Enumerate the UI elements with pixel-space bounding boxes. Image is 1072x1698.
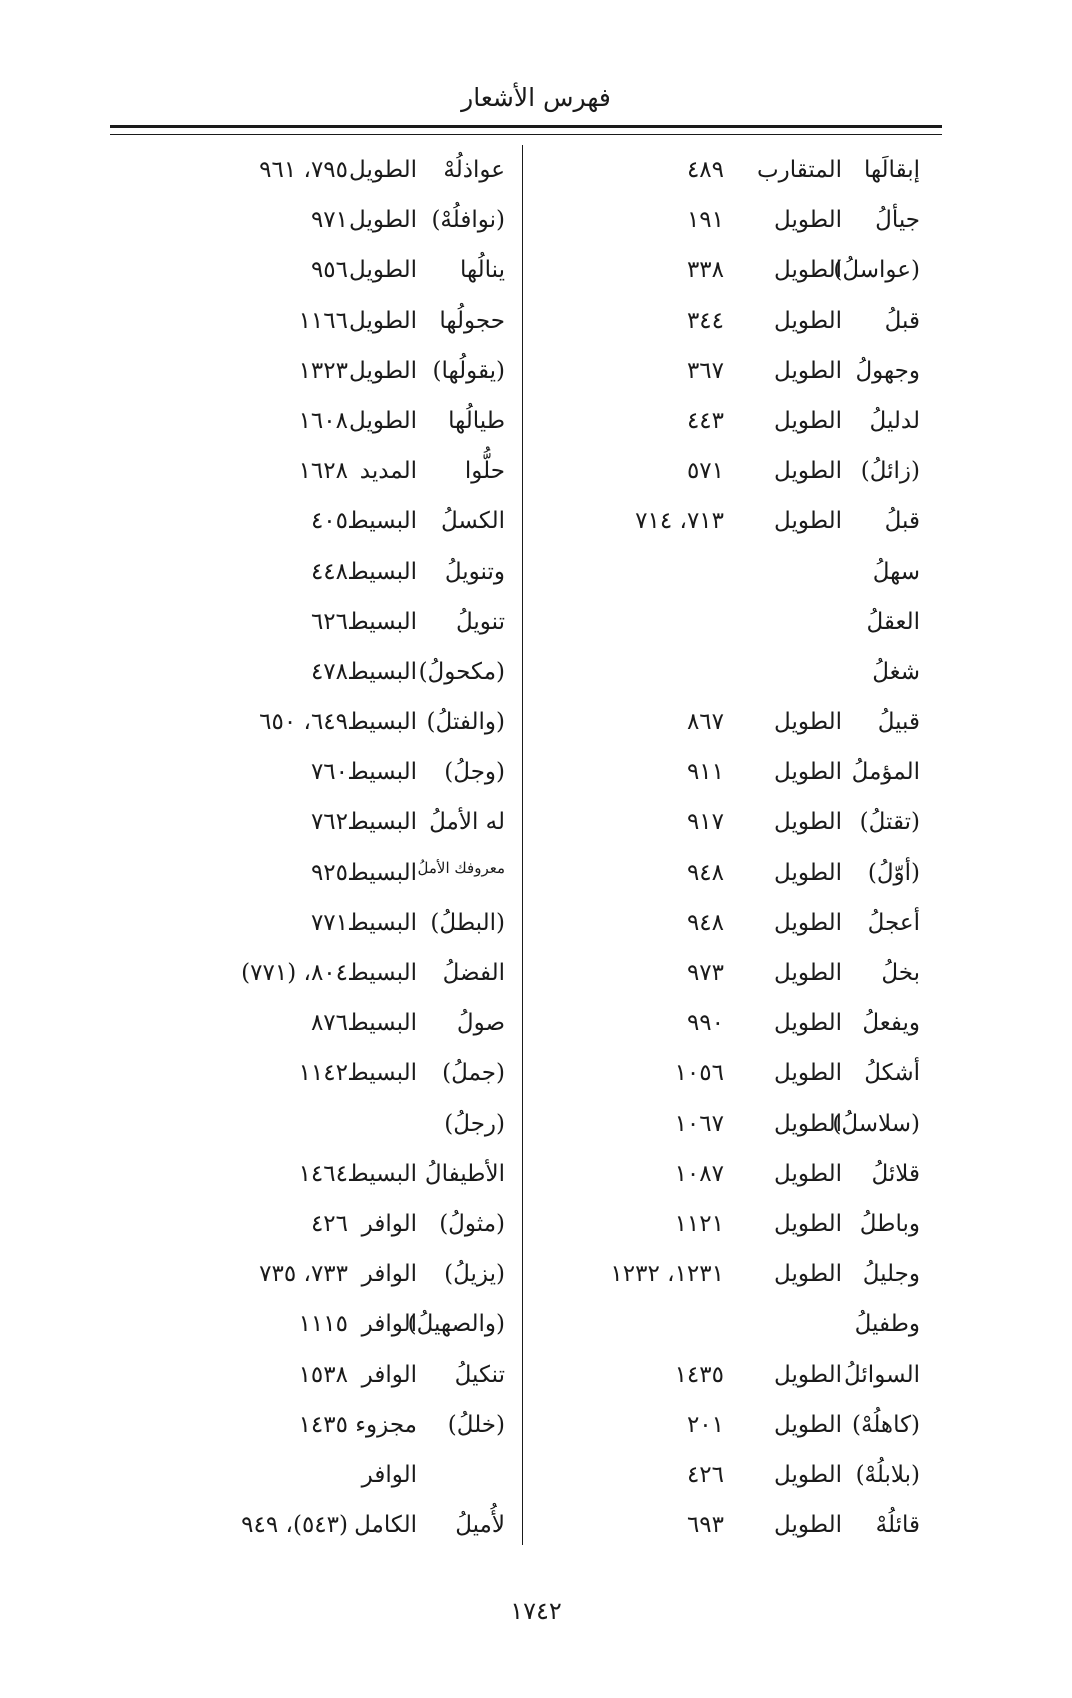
rhyme-word: ينالُها [460,257,505,284]
page-refs: ٤٤٣ [686,407,724,434]
index-entry [115,1505,505,1555]
rhyme-word: (يزيلُ) [444,1261,505,1288]
left-column [115,150,505,1555]
index-entry [560,1405,920,1455]
page-refs: ٦٤٩، ٦٥٠ [259,709,348,736]
index-entry [115,200,505,250]
index-entry [560,200,920,250]
index-entry [560,552,920,602]
rhyme-word: (والصهيلُ) [407,1311,505,1338]
rhyme-word: صولُ [456,1010,505,1037]
meter-name: البسيط [347,759,417,786]
index-entry [560,953,920,1003]
index-entry [115,1254,505,1304]
meter-name: الطويل [774,1261,842,1288]
index-entry [115,1405,505,1455]
meter-name: الطويل [774,357,842,384]
index-entry [115,552,505,602]
meter-name: الطويل [774,1512,842,1539]
page-refs: ٣٤٤ [686,307,724,334]
index-entry [115,652,505,702]
meter-name: الطويل [774,709,842,736]
page-refs: (٥٤٣)، ٩٤٩ [241,1512,348,1539]
index-entry [115,853,505,903]
index-entry [115,1154,505,1204]
rhyme-word: وتنويلُ [444,558,505,585]
page-refs: ١٠٨٧ [674,1160,724,1187]
rhyme-word: (مكحولُ) [418,658,505,685]
page-refs: ٧٣٣، ٧٣٥ [259,1261,348,1288]
header-rule-thin [110,134,942,135]
index-entry [560,1455,920,1505]
meter-name: الطويل [774,307,842,334]
index-entry [560,602,920,652]
rhyme-word: (والفتلُ) [426,709,505,736]
meter-name: الطويل [774,257,842,284]
page-refs: ٣٦٧ [686,357,724,384]
rhyme-word: أعجلُ [867,909,920,936]
rhyme-word: تنكيلُ [454,1361,505,1388]
page-refs: ٧٩٥، ٩٦١ [259,157,348,183]
meter-name: الكامل [354,1512,417,1539]
index-entry [560,652,920,702]
meter-name: البسيط [347,558,417,585]
meter-name: الوافر [361,1461,417,1488]
meter-name: الطويل [774,1461,842,1488]
meter-name: البسيط [347,658,417,685]
page-refs: ١٥٣٨ [298,1361,348,1388]
rhyme-word: الكسلُ [440,508,505,535]
index-entry [115,953,505,1003]
index-entry [115,602,505,652]
meter-name: الطويل [349,357,417,384]
index-entry [115,1355,505,1405]
index-entry [560,501,920,551]
index-entry [560,401,920,451]
rhyme-word: الأطيفالُ [424,1160,505,1187]
page-refs: ٩٧١ [310,207,348,234]
meter-name: البسيط [347,1160,417,1187]
rhyme-word: السوائلُ [843,1361,920,1388]
index-entry [560,451,920,501]
index-entry [115,250,505,300]
index-entry [115,1455,505,1505]
meter-name: المتقارب [756,157,842,183]
rhyme-word: (خللُ) [447,1411,505,1438]
page-refs: ١٤٦٤ [298,1160,348,1187]
page-refs: ٤٠٥ [310,508,348,535]
page-refs: ٥٧١ [686,458,724,485]
page-refs: ٩٢٥ [310,859,348,886]
meter-name: الطويل [774,1110,842,1137]
meter-name: الطويل [774,1010,842,1037]
page-refs: ٧١٣، ٧١٤ [635,508,724,535]
page-refs: ٣٣٨ [686,257,724,284]
index-entry [115,451,505,501]
rhyme-word: (زائلُ) [860,458,920,485]
rhyme-word: بخلُ [881,960,920,986]
meter-name: الطويل [349,207,417,234]
rhyme-word: (نوافلُهْ) [431,207,505,234]
page-refs: ٩٤٨ [686,909,724,936]
index-entry [115,903,505,953]
meter-name: الطويل [774,960,842,986]
index-entry [560,1104,920,1154]
page-refs: ١٤٣٥ [674,1361,724,1388]
meter-name: البسيط [347,1010,417,1037]
page-number: ١٧٤٢ [510,1597,562,1625]
rhyme-word: (وجلُ) [444,759,505,786]
meter-name: الطويل [349,407,417,434]
column-divider [522,145,523,1545]
meter-name: مجزوء [355,1411,417,1438]
rhyme-word: قلائلُ [871,1160,920,1187]
rhyme-word: وجهولُ [855,357,920,384]
meter-name: الطويل [774,1210,842,1237]
index-entry [115,1053,505,1103]
rhyme-word: قبيلُ [877,709,920,736]
page-refs: ٤٢٦ [310,1210,348,1237]
rhyme-word: (جملُ) [442,1060,505,1087]
rhyme-word: (مثولُ) [439,1210,505,1237]
page-refs: ٩٥٦ [310,257,348,284]
meter-name: الطويل [349,257,417,284]
right-column [560,150,920,1555]
index-entry [560,1204,920,1254]
page-refs: ٨٠٤، (٧٧١) [241,960,348,986]
page-refs: ٨٦٧ [686,709,724,736]
meter-name: المديد [359,458,417,485]
meter-name: الطويل [774,508,842,535]
page-refs: ١٦٠٨ [298,407,348,434]
rhyme-word: الفضلُ [442,960,505,986]
rhyme-word: عواذلُهْ [443,157,505,183]
page-refs: ٧٧١ [310,909,348,936]
meter-name: الوافر [361,1210,417,1237]
index-entry [115,501,505,551]
page-refs: ٤٧٨ [310,658,348,685]
rhyme-word: طيالُها [448,407,505,434]
rhyme-word: تنويلُ [455,608,505,635]
meter-name: الطويل [774,909,842,936]
index-entry [560,1304,920,1354]
rhyme-word: معروفك الأملُ [417,858,505,877]
meter-name: الوافر [361,1311,417,1338]
meter-name: الوافر [361,1361,417,1388]
rhyme-word: قبلُ [884,307,920,334]
index-entry [560,1003,920,1053]
meter-name: البسيط [347,1060,417,1087]
header-rule-thick [110,125,942,128]
rhyme-word: (كاهلُهْ) [852,1411,920,1438]
rhyme-word: إبقالَها [863,157,920,183]
meter-name: الطويل [774,1411,842,1438]
meter-name: الطويل [774,458,842,485]
index-entry [560,1053,920,1103]
page-refs: ٦٢٦ [310,608,348,635]
page-refs: ٧٦٠ [310,759,348,786]
index-entry [560,702,920,752]
rhyme-word: له الأملُ [429,809,505,836]
page-refs: ١٤٣٥ [298,1411,348,1438]
index-entry [560,250,920,300]
rhyme-word: المؤملُ [851,759,920,786]
index-entry [115,752,505,802]
rhyme-word: (يقولُها) [432,357,505,384]
page-refs: ٦٩٣ [686,1512,724,1539]
page-refs: ٤٢٦ [686,1461,724,1488]
rhyme-word: شغلُ [872,658,920,685]
meter-name: البسيط [347,909,417,936]
page-refs: ٩١٧ [686,809,724,836]
rhyme-word: قبلُ [884,508,920,535]
index-entry [115,351,505,401]
page-title: فهرس الأشعار [461,83,611,112]
meter-name: البسيط [347,608,417,635]
index-entry [560,1254,920,1304]
index-entry [560,802,920,852]
index-entry [560,1154,920,1204]
page-refs: ٩٩٠ [686,1010,724,1037]
page-refs: ١٠٥٦ [674,1060,724,1087]
meter-name: الطويل [774,859,842,886]
rhyme-word: سهلُ [872,558,920,585]
index-entry [560,150,920,200]
meter-name: الطويل [349,157,417,183]
rhyme-word: (تقتلُ) [859,809,920,836]
meter-name: الطويل [774,809,842,836]
page-refs: ١١٢١ [674,1210,724,1237]
page-refs: ٨٧٦ [310,1010,348,1037]
meter-name: الطويل [774,1160,842,1187]
rhyme-word: وجليلُ [862,1261,920,1288]
page-refs: ١١٤٢ [298,1060,348,1087]
index-entry [560,1505,920,1555]
meter-name: البسيط [347,709,417,736]
meter-name: البسيط [347,508,417,535]
page-refs: ٩٤٨ [686,859,724,886]
meter-name: الطويل [774,1361,842,1388]
meter-name: الطويل [774,407,842,434]
meter-name: البسيط [347,960,417,986]
rhyme-word: (رجلُ) [444,1110,505,1137]
meter-name: الطويل [349,307,417,334]
page-refs: ١٣٢٣ [298,357,348,384]
rhyme-word: (البطلُ) [430,909,505,936]
meter-name: الطويل [774,759,842,786]
rhyme-word: ويفعلُ [862,1010,920,1037]
index-entry [115,1204,505,1254]
meter-name: البسيط [347,809,417,836]
page-refs: ٩٧٣ [686,960,724,986]
rhyme-word: قائلُهْ [875,1512,920,1539]
meter-name: الطويل [774,207,842,234]
page-refs: ١٩١ [686,207,724,234]
page-refs: ١١٦٦ [298,307,348,334]
index-entry [560,301,920,351]
page-refs: ٤٤٨ [310,558,348,585]
rhyme-word: جيألُ [875,207,920,234]
meter-name: البسيط [347,859,417,886]
page-refs: ١١١٥ [298,1311,348,1338]
index-entry [560,853,920,903]
index-entry [115,1304,505,1354]
rhyme-word: لدليلُ [869,407,920,434]
page-refs: ٤٨٩ [686,157,724,183]
rhyme-word: أشكلُ [864,1060,920,1087]
page-refs: ٢٠١ [686,1411,724,1438]
page-refs: ٧٦٢ [310,809,348,836]
index-entry [115,702,505,752]
index-entry [115,1104,505,1154]
rhyme-word: (بلابلُهْ) [855,1461,920,1488]
index-entry [115,301,505,351]
rhyme-word: وطفيلُ [854,1311,920,1338]
index-entry [560,1355,920,1405]
page-refs: ٩١١ [686,759,724,786]
index-entry [560,351,920,401]
index-entry [560,752,920,802]
page-refs: ١٦٢٨ [298,458,348,485]
page-refs: ١٠٦٧ [674,1110,724,1137]
rhyme-word: (أوّلُ) [867,859,920,886]
rhyme-word: لأُميلُ [455,1512,505,1539]
index-entry [115,1003,505,1053]
index-entry [115,802,505,852]
rhyme-word: حجولُها [439,307,505,334]
page-refs: ١٢٣١، ١٢٣٢ [610,1261,724,1288]
rhyme-word: (سلاسلُ) [832,1110,920,1137]
rhyme-word: وباطلُ [859,1210,920,1237]
index-entry [560,903,920,953]
meter-name: الوافر [361,1261,417,1288]
index-entry [115,150,505,200]
meter-name: الطويل [774,1060,842,1087]
index-entry [115,401,505,451]
rhyme-word: العقلُ [866,608,920,635]
rhyme-word: (عواسلُ) [833,257,920,284]
rhyme-word: حلُّوا [464,458,505,485]
